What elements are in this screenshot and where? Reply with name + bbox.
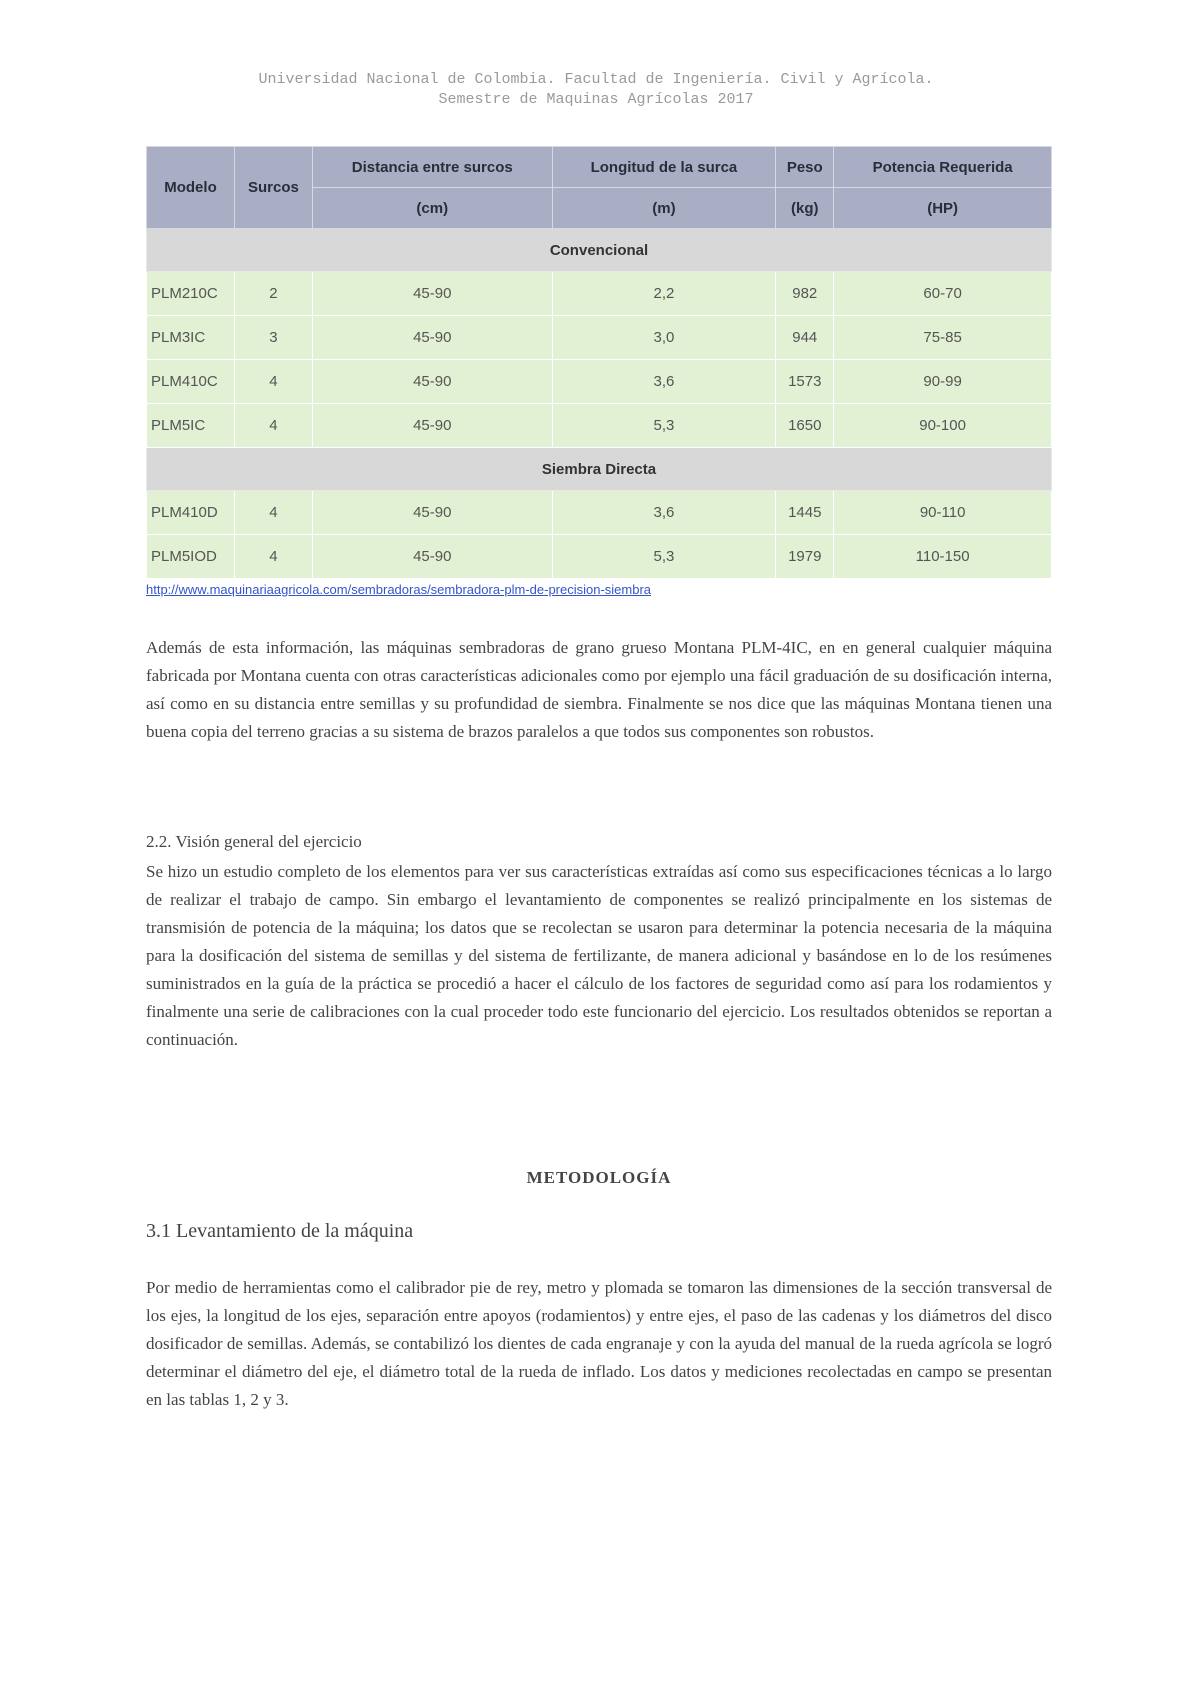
cell-longitud: 5,3	[552, 404, 776, 448]
subheading-vision-general: 2.2. Visión general del ejercicio	[146, 832, 362, 851]
unit-hp: (HP)	[834, 188, 1052, 229]
cell-distancia: 45-90	[312, 360, 552, 404]
cell-distancia: 45-90	[312, 316, 552, 360]
header-potencia: Potencia Requerida	[834, 147, 1052, 188]
table-row	[147, 272, 1052, 316]
cell-modelo: PLM210C	[147, 272, 235, 316]
paragraph-intro: Además de esta información, las máquinas sembradoras de grano grueso Montana PLM-4IC, en en general cualquier máquina fabricada por Montana cuenta con otras características adicionales como por ejemplo una fácil graduación de su dosificación interna, así como en su distancia entre semillas y su profundidad de siembra. Finalmente se nos dice que las máquinas Montana tienen una buena copia del terreno gracias a su sistema de brazos paralelos a que todos sus componentes son robustos.	[146, 638, 1052, 741]
cell-modelo: PLM5IOD	[147, 535, 235, 579]
cell-surcos: 4	[234, 360, 312, 404]
running-header-line1: Universidad Nacional de Colombia. Facultad de Ingeniería. Civil y Agrícola.	[258, 71, 934, 88]
cell-modelo: PLM410D	[147, 491, 235, 535]
group-siembra-directa: Siembra Directa	[147, 448, 1052, 491]
cell-longitud: 3,0	[552, 316, 776, 360]
group-convencional: Convencional	[147, 229, 1052, 272]
header-surcos: Surcos	[234, 147, 312, 229]
cell-longitud: 5,3	[552, 535, 776, 579]
cell-longitud: 2,2	[552, 272, 776, 316]
unit-cm: (cm)	[312, 188, 552, 229]
cell-potencia: 60-70	[834, 272, 1052, 316]
unit-m: (m)	[552, 188, 776, 229]
cell-potencia: 90-110	[834, 491, 1052, 535]
cell-distancia: 45-90	[312, 404, 552, 448]
cell-surcos: 2	[234, 272, 312, 316]
cell-modelo: PLM410C	[147, 360, 235, 404]
cell-surcos: 3	[234, 316, 312, 360]
table-row	[147, 535, 1052, 579]
cell-peso: 1573	[776, 360, 834, 404]
cell-peso: 944	[776, 316, 834, 360]
cell-potencia: 75-85	[834, 316, 1052, 360]
paragraph-levantamiento: Por medio de herramientas como el calibrador pie de rey, metro y plomada se tomaron las dimensiones de la sección transversal de los ejes, la longitud de los ejes, separación entre apoyos (rodamientos) y entre ejes, el paso de las cadenas y los diámetros del disco dosificador de semillas. Además, se contabilizó los dientes de cada engranaje y con la ayuda del manual de la rueda agrícola se logró determinar el diámetro del eje, el diámetro total de la rueda de inflado. Los datos y mediciones recolectadas en campo se presentan en las tablas 1, 2 y 3.	[146, 1278, 1052, 1409]
running-header	[140, 70, 1052, 110]
section-title-metodologia: METODOLOGÍA	[526, 1168, 672, 1187]
cell-distancia: 45-90	[312, 272, 552, 316]
cell-potencia: 110-150	[834, 535, 1052, 579]
cell-peso: 1650	[776, 404, 834, 448]
cell-surcos: 4	[234, 535, 312, 579]
unit-kg: (kg)	[776, 188, 834, 229]
cell-peso: 982	[776, 272, 834, 316]
cell-peso: 1979	[776, 535, 834, 579]
paragraph-vision-general: Se hizo un estudio completo de los elementos para ver sus características extraídas así como sus especificaciones técnicas a lo largo de realizar el trabajo de campo. Sin embargo el levantamiento de componentes se realizó principalmente en los sistemas de transmisión de potencia de la máquina; los datos que se recolectan se usaron para determinar la potencia necesaria de la máquina para la dosificación del sistema de semillas y del sistema de fertilizante, de manera adicional y basándose en lo de los resúmenes suministrados en la guía de la práctica se procedió a hacer el cálculo de los factores de seguridad como así para los rodamientos y finalmente una serie de calibraciones con la cual proceder todo este funcionario del ejercicio. Los resultados obtenidos se reportan a continuación.	[146, 862, 1052, 1049]
cell-potencia: 90-99	[834, 360, 1052, 404]
cell-distancia: 45-90	[312, 535, 552, 579]
cell-distancia: 45-90	[312, 491, 552, 535]
cell-potencia: 90-100	[834, 404, 1052, 448]
specifications-table	[146, 146, 1052, 579]
source-link[interactable]: http://www.maquinariaagricola.com/sembradoras/sembradora-plm-de-precision-siembra	[146, 582, 652, 597]
cell-surcos: 4	[234, 491, 312, 535]
table-row	[147, 316, 1052, 360]
table-row	[147, 360, 1052, 404]
table-row	[147, 404, 1052, 448]
cell-longitud: 3,6	[552, 491, 776, 535]
cell-surcos: 4	[234, 404, 312, 448]
table-row	[147, 491, 1052, 535]
cell-longitud: 3,6	[552, 360, 776, 404]
cell-modelo: PLM3IC	[147, 316, 235, 360]
header-modelo: Modelo	[147, 147, 235, 229]
running-header-line2: Semestre de Maquinas Agrícolas 2017	[438, 91, 754, 108]
header-longitud: Longitud de la surca	[552, 147, 776, 188]
cell-peso: 1445	[776, 491, 834, 535]
cell-modelo: PLM5IC	[147, 404, 235, 448]
header-distancia: Distancia entre surcos	[312, 147, 552, 188]
section-subtitle-levantamiento: 3.1 Levantamiento de la máquina	[146, 1220, 414, 1242]
header-peso: Peso	[776, 147, 834, 188]
